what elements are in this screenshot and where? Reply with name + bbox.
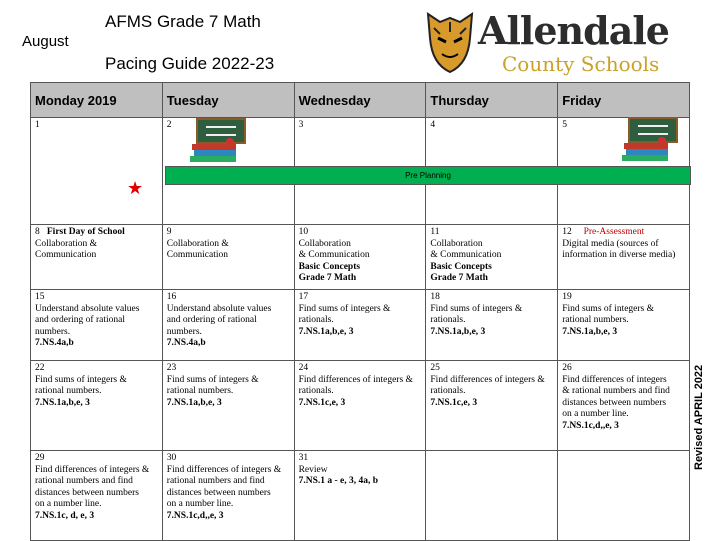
cell-line: Understand absolute values [35, 303, 140, 314]
day-number: 11 [430, 227, 440, 237]
day-cell [558, 290, 690, 361]
day-cell [558, 361, 690, 451]
cell-line: information in diverse media) [562, 250, 676, 261]
pre-planning-banner: Pre Planning [165, 166, 691, 185]
cell-line: Collaboration [298, 238, 351, 249]
cell-line: Digital media (sources of [562, 238, 659, 249]
day-number: 2 [166, 120, 172, 130]
calendar-header-row [31, 83, 690, 118]
cell-line: Find differences of integers [562, 374, 667, 385]
day-number: 10 [298, 227, 309, 237]
cell-line: & rational numbers and find [562, 386, 670, 397]
cell-line: & Communication [430, 250, 502, 261]
cell-line: Review [298, 464, 328, 475]
cell-line: Find differences of integers & [298, 374, 413, 385]
cell-line: Find sums of integers & [430, 303, 523, 314]
standard-line: 7.NS.1a,b,e, 3 [562, 326, 618, 337]
cell-line: and ordering of rational [35, 315, 125, 326]
day-number: 12 [562, 227, 572, 237]
cell-line: distances between numbers [35, 487, 139, 498]
day-number: 29 [35, 453, 45, 463]
calendar-table [30, 82, 690, 541]
red-star-icon: ★ [127, 178, 144, 198]
cell-line: Collaboration & [35, 238, 98, 249]
cell-line: Find differences of integers & [430, 374, 545, 385]
day-cell [162, 225, 294, 290]
logo-subtitle: County Schools [502, 52, 660, 76]
col-tuesday: Tuesday [162, 83, 294, 118]
day-number: 22 [35, 363, 45, 373]
cell-line: rational numbers. [562, 315, 629, 326]
cell-line: Find differences of integers & [166, 464, 282, 475]
week-row [31, 225, 690, 290]
cell-line: Communication [35, 250, 97, 261]
day-cell [31, 118, 163, 225]
day-cell [31, 451, 163, 541]
standard-line: 7.NS.1c,d,,e, 3 [562, 420, 619, 431]
cell-line: rational numbers. [166, 386, 234, 397]
standard-line: Grade 7 Math [298, 273, 357, 284]
day-cell [558, 451, 690, 541]
district-logo [420, 8, 675, 76]
cell-line: and ordering of rational [166, 315, 257, 326]
week-row [31, 290, 690, 361]
cell-line: rationals. [430, 386, 466, 397]
standard-line: 7.NS.1 a - e, 3, 4a, b [298, 476, 379, 487]
cell-line: rational numbers. [35, 386, 102, 397]
standard-line: 7.NS.1a,b,e, 3 [166, 397, 222, 408]
standard-line: 7.NS.1a,b,e, 3 [298, 326, 354, 337]
day-number: 8 [35, 227, 40, 237]
cell-line: numbers. [166, 326, 202, 337]
cell-line: Understand absolute values [166, 303, 272, 314]
day-number: 18 [430, 292, 440, 302]
cell-line: Find sums of integers & [298, 303, 391, 314]
day-cell [294, 361, 426, 451]
cell-line: Find differences of integers & [35, 464, 150, 475]
standard-line: 7.NS.1c,e, 3 [298, 397, 346, 408]
standard-line: 7.NS.1a,b,e, 3 [430, 326, 486, 337]
standard-line: 7.NS.4a,b [35, 338, 74, 349]
day-number: 9 [166, 227, 172, 237]
cell-line: numbers. [35, 326, 71, 337]
cell-line: Communication [166, 250, 229, 261]
standard-line: 7.NS.1a,b,e, 3 [35, 397, 90, 408]
day-cell [558, 225, 690, 290]
cell-line: & Communication [298, 250, 370, 261]
cell-line: rational numbers and find [166, 476, 265, 487]
cell-line: on a number line. [562, 409, 629, 420]
professional-development-icon [622, 117, 680, 165]
logo-name: Allendale [478, 8, 669, 53]
professional-development-icon [190, 118, 248, 166]
cell-line: Collaboration [430, 238, 483, 249]
tiger-mascot-icon [420, 8, 480, 74]
day-cell [162, 290, 294, 361]
cell-line: rational numbers and find [35, 476, 133, 487]
standard-line: Grade 7 Math [430, 273, 488, 284]
cell-line: Find sums of integers & [562, 303, 655, 314]
col-monday: Monday 2019 [31, 83, 163, 118]
cell-line: distances between numbers [562, 397, 667, 408]
day-number: 26 [562, 363, 572, 373]
day-number: 3 [298, 120, 304, 130]
month-label: August [22, 33, 69, 50]
day-cell [426, 451, 558, 541]
col-friday: Friday [558, 83, 690, 118]
day-number: 25 [430, 363, 440, 373]
day-number: 16 [166, 292, 177, 302]
standard-line: 7.NS.1c, d, e, 3 [35, 510, 95, 521]
day-cell [294, 290, 426, 361]
col-thursday: Thursday [426, 83, 558, 118]
day-cell [162, 361, 294, 451]
cell-line: on a number line. [35, 499, 102, 510]
day-number: 31 [298, 453, 309, 463]
page-title: AFMS Grade 7 Math [105, 12, 261, 31]
week-row [31, 451, 690, 541]
day-number: 15 [35, 292, 45, 302]
standard-line: 7.NS.1c,e, 3 [430, 397, 478, 408]
standard-line: Basic Concepts [298, 261, 361, 272]
day-number: 1 [35, 120, 40, 130]
week-row [31, 361, 690, 451]
cell-line: Find sums of integers & [166, 374, 259, 385]
day-cell [31, 361, 163, 451]
cell-line: rationals. [298, 315, 334, 326]
cell-line: Find sums of integers & [35, 374, 127, 385]
day-cell [294, 225, 426, 290]
page-subtitle: Pacing Guide 2022-23 [105, 54, 275, 73]
standard-line: 7.NS.4a,b [166, 338, 206, 349]
cell-line: rationals. [430, 315, 466, 326]
day-number: 19 [562, 292, 572, 302]
standard-line: 7.NS.1c,d,,e, 3 [166, 510, 224, 521]
day-number: 5 [562, 120, 567, 130]
day-cell [31, 225, 163, 290]
cell-line: rationals. [298, 386, 334, 397]
day-cell [162, 451, 294, 541]
revised-date: Revised APRIL 2022 [693, 364, 705, 470]
col-wednesday: Wednesday [294, 83, 426, 118]
cell-line: on a number line. [166, 499, 234, 510]
day-cell [426, 290, 558, 361]
day-number: 30 [166, 453, 177, 463]
day-number: 17 [298, 292, 309, 302]
cell-line: distances between numbers [166, 487, 271, 498]
day-cell [426, 361, 558, 451]
day-number: 23 [166, 363, 177, 373]
day-number: 24 [298, 363, 309, 373]
standard-line: Basic Concepts [430, 261, 492, 272]
day-cell [31, 290, 163, 361]
assessment-label: Pre-Assessment [583, 227, 645, 237]
day-cell [426, 225, 558, 290]
day-number: 4 [430, 120, 436, 130]
cell-line: Collaboration & [166, 238, 229, 249]
event-label: First Day of School [46, 227, 125, 237]
day-cell [294, 451, 426, 541]
